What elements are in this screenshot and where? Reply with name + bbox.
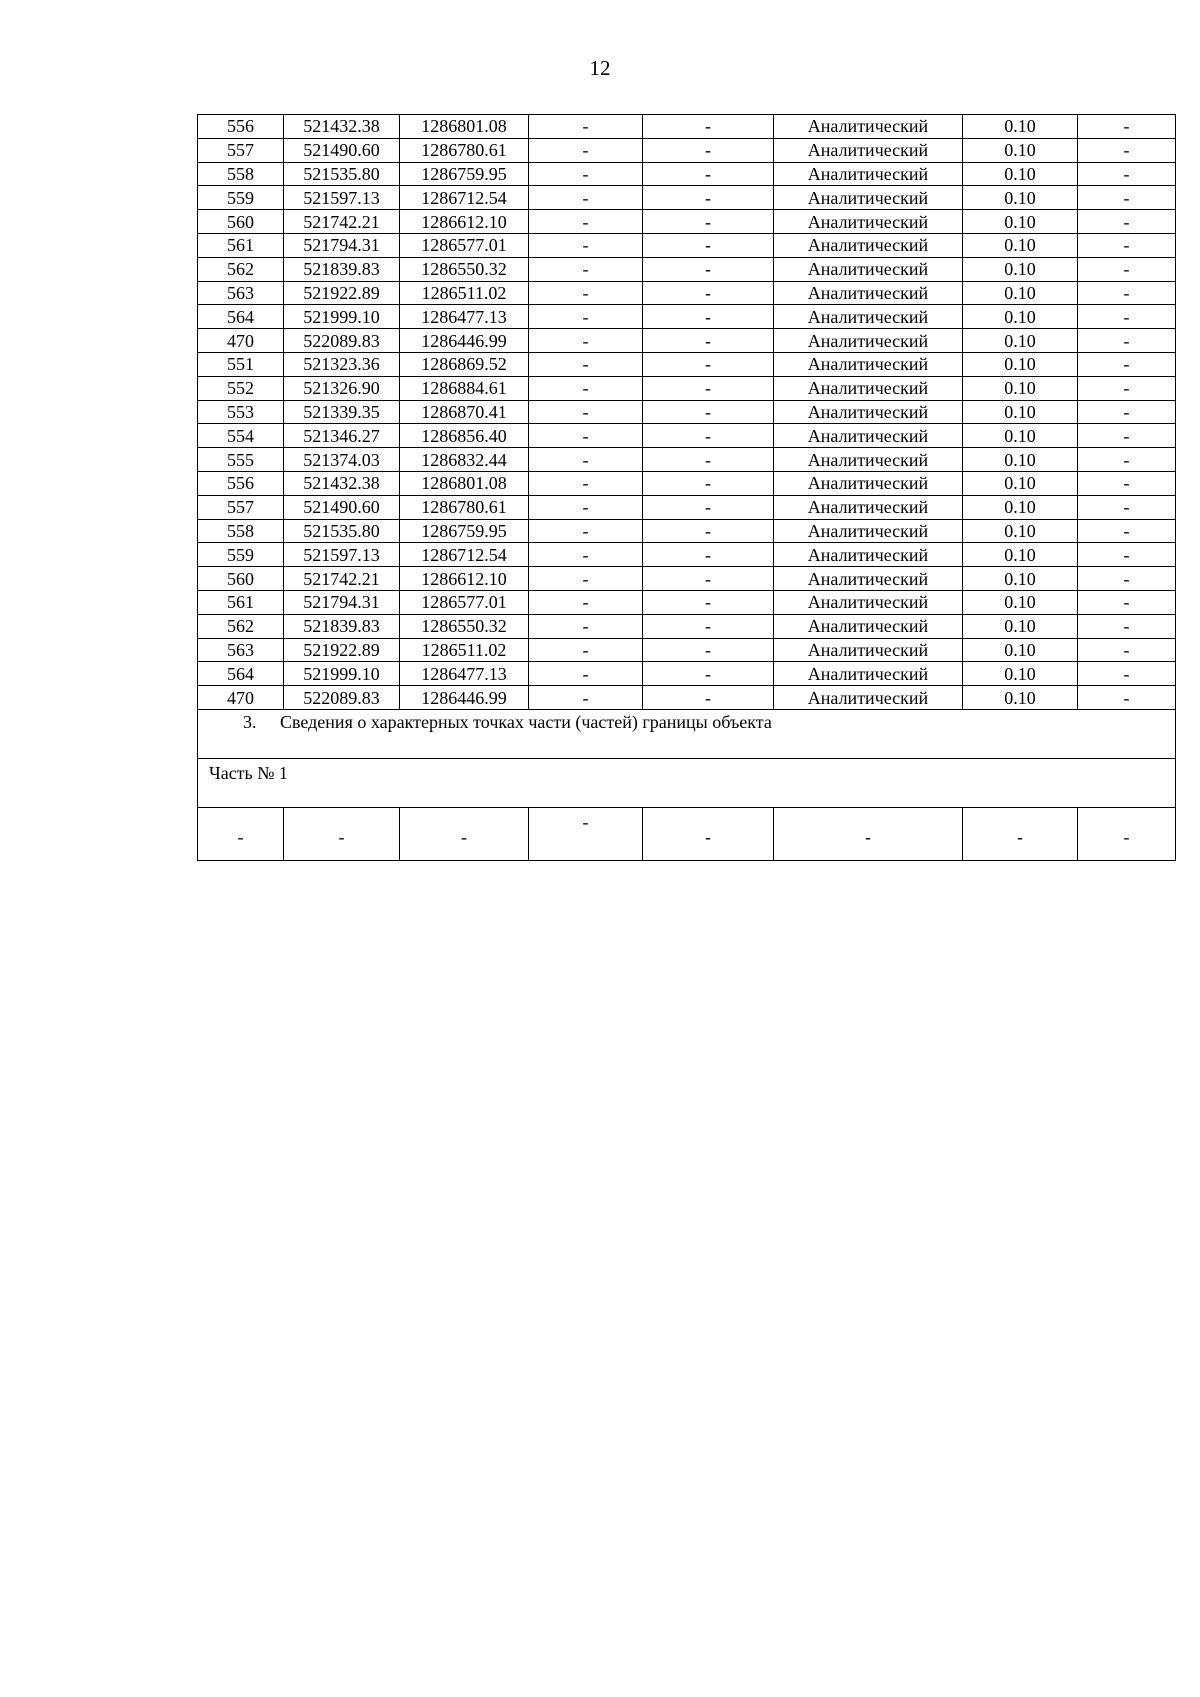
accuracy-cell: 0.10 bbox=[963, 352, 1078, 376]
column-8-cell: - bbox=[1078, 329, 1176, 353]
column-8-cell: - bbox=[1078, 305, 1176, 329]
y-coordinate-cell: 1286759.95 bbox=[400, 519, 529, 543]
point-number-cell: 555 bbox=[198, 448, 284, 472]
part-label-cell bbox=[198, 758, 1176, 807]
column-5-cell: - bbox=[643, 162, 774, 186]
y-coordinate-cell: 1286446.99 bbox=[400, 329, 529, 353]
x-coordinate-cell: 521999.10 bbox=[284, 305, 400, 329]
y-coordinate-cell: 1286511.02 bbox=[400, 638, 529, 662]
point-number-cell: 561 bbox=[198, 590, 284, 614]
y-coordinate-cell: 1286801.08 bbox=[400, 471, 529, 495]
empty-cell: - bbox=[529, 807, 643, 860]
point-number-cell: 554 bbox=[198, 424, 284, 448]
y-coordinate-cell: 1286612.10 bbox=[400, 210, 529, 234]
point-number-cell: 559 bbox=[198, 186, 284, 210]
empty-cell: - bbox=[643, 807, 774, 860]
column-5-cell: - bbox=[643, 495, 774, 519]
y-coordinate-cell: 1286477.13 bbox=[400, 305, 529, 329]
y-coordinate-cell: 1286832.44 bbox=[400, 448, 529, 472]
x-coordinate-cell: 521742.21 bbox=[284, 210, 400, 234]
column-5-cell: - bbox=[643, 329, 774, 353]
y-coordinate-cell: 1286712.54 bbox=[400, 186, 529, 210]
section-title-cell bbox=[198, 709, 1176, 758]
accuracy-cell: 0.10 bbox=[963, 424, 1078, 448]
table-row bbox=[198, 543, 1176, 567]
table-row bbox=[198, 495, 1176, 519]
column-4-cell: - bbox=[529, 495, 643, 519]
table-row bbox=[198, 257, 1176, 281]
table-row bbox=[198, 162, 1176, 186]
method-cell: Аналитический bbox=[774, 352, 963, 376]
column-4-cell: - bbox=[529, 448, 643, 472]
table-row bbox=[198, 614, 1176, 638]
accuracy-cell: 0.10 bbox=[963, 662, 1078, 686]
column-4-cell: - bbox=[529, 162, 643, 186]
method-cell: Аналитический bbox=[774, 519, 963, 543]
x-coordinate-cell: 521535.80 bbox=[284, 162, 400, 186]
y-coordinate-cell: 1286511.02 bbox=[400, 281, 529, 305]
empty-cell: - bbox=[774, 807, 963, 860]
column-4-cell: - bbox=[529, 471, 643, 495]
column-8-cell: - bbox=[1078, 638, 1176, 662]
x-coordinate-cell: 521597.13 bbox=[284, 543, 400, 567]
part-header-row bbox=[198, 758, 1176, 807]
column-4-cell: - bbox=[529, 567, 643, 591]
point-number-cell: 562 bbox=[198, 614, 284, 638]
method-cell: Аналитический bbox=[774, 471, 963, 495]
column-4-cell: - bbox=[529, 686, 643, 710]
column-8-cell: - bbox=[1078, 281, 1176, 305]
column-5-cell: - bbox=[643, 638, 774, 662]
x-coordinate-cell: 521490.60 bbox=[284, 138, 400, 162]
accuracy-cell: 0.10 bbox=[963, 138, 1078, 162]
table-row bbox=[198, 471, 1176, 495]
y-coordinate-cell: 1286712.54 bbox=[400, 543, 529, 567]
method-cell: Аналитический bbox=[774, 686, 963, 710]
column-5-cell: - bbox=[643, 376, 774, 400]
coordinates-table bbox=[197, 114, 1176, 861]
column-8-cell: - bbox=[1078, 471, 1176, 495]
table-row bbox=[198, 567, 1176, 591]
accuracy-cell: 0.10 bbox=[963, 210, 1078, 234]
table-row bbox=[198, 329, 1176, 353]
column-4-cell: - bbox=[529, 186, 643, 210]
point-number-cell: 470 bbox=[198, 686, 284, 710]
x-coordinate-cell: 521839.83 bbox=[284, 257, 400, 281]
column-5-cell: - bbox=[643, 305, 774, 329]
table-row bbox=[198, 352, 1176, 376]
method-cell: Аналитический bbox=[774, 614, 963, 638]
column-5-cell: - bbox=[643, 448, 774, 472]
y-coordinate-cell: 1286801.08 bbox=[400, 115, 529, 139]
x-coordinate-cell: 521323.36 bbox=[284, 352, 400, 376]
x-coordinate-cell: 521326.90 bbox=[284, 376, 400, 400]
column-5-cell: - bbox=[643, 519, 774, 543]
method-cell: Аналитический bbox=[774, 257, 963, 281]
column-8-cell: - bbox=[1078, 495, 1176, 519]
column-4-cell: - bbox=[529, 257, 643, 281]
method-cell: Аналитический bbox=[774, 210, 963, 234]
column-5-cell: - bbox=[643, 662, 774, 686]
method-cell: Аналитический bbox=[774, 543, 963, 567]
point-number-cell: 552 bbox=[198, 376, 284, 400]
column-8-cell: - bbox=[1078, 424, 1176, 448]
accuracy-cell: 0.10 bbox=[963, 448, 1078, 472]
column-8-cell: - bbox=[1078, 590, 1176, 614]
y-coordinate-cell: 1286577.01 bbox=[400, 590, 529, 614]
table-row bbox=[198, 210, 1176, 234]
column-5-cell: - bbox=[643, 590, 774, 614]
table-row bbox=[198, 400, 1176, 424]
empty-cell: - bbox=[284, 807, 400, 860]
x-coordinate-cell: 521742.21 bbox=[284, 567, 400, 591]
column-4-cell: - bbox=[529, 329, 643, 353]
column-4-cell: - bbox=[529, 210, 643, 234]
table-row bbox=[198, 186, 1176, 210]
table-row bbox=[198, 281, 1176, 305]
method-cell: Аналитический bbox=[774, 305, 963, 329]
point-number-cell: 558 bbox=[198, 519, 284, 543]
accuracy-cell: 0.10 bbox=[963, 567, 1078, 591]
column-8-cell: - bbox=[1078, 448, 1176, 472]
point-number-cell: 561 bbox=[198, 233, 284, 257]
table-row bbox=[198, 115, 1176, 139]
point-number-cell: 563 bbox=[198, 638, 284, 662]
method-cell: Аналитический bbox=[774, 448, 963, 472]
accuracy-cell: 0.10 bbox=[963, 543, 1078, 567]
section-header-row bbox=[198, 709, 1176, 758]
column-4-cell: - bbox=[529, 638, 643, 662]
accuracy-cell: 0.10 bbox=[963, 329, 1078, 353]
part-label: Часть № 1 bbox=[209, 762, 288, 783]
section-title: Сведения о характерных точках части (частей) границы объекта bbox=[280, 711, 772, 732]
column-5-cell: - bbox=[643, 281, 774, 305]
point-number-cell: 556 bbox=[198, 115, 284, 139]
point-number-cell: 564 bbox=[198, 662, 284, 686]
column-4-cell: - bbox=[529, 305, 643, 329]
column-5-cell: - bbox=[643, 471, 774, 495]
accuracy-cell: 0.10 bbox=[963, 233, 1078, 257]
method-cell: Аналитический bbox=[774, 233, 963, 257]
column-8-cell: - bbox=[1078, 400, 1176, 424]
point-number-cell: 553 bbox=[198, 400, 284, 424]
column-4-cell: - bbox=[529, 543, 643, 567]
accuracy-cell: 0.10 bbox=[963, 115, 1078, 139]
method-cell: Аналитический bbox=[774, 400, 963, 424]
point-number-cell: 557 bbox=[198, 495, 284, 519]
column-8-cell: - bbox=[1078, 138, 1176, 162]
table-row bbox=[198, 519, 1176, 543]
column-4-cell: - bbox=[529, 424, 643, 448]
accuracy-cell: 0.10 bbox=[963, 638, 1078, 662]
x-coordinate-cell: 522089.83 bbox=[284, 686, 400, 710]
column-8-cell: - bbox=[1078, 115, 1176, 139]
point-number-cell: 556 bbox=[198, 471, 284, 495]
empty-cell: - bbox=[400, 807, 529, 860]
column-5-cell: - bbox=[643, 115, 774, 139]
x-coordinate-cell: 521339.35 bbox=[284, 400, 400, 424]
column-4-cell: - bbox=[529, 352, 643, 376]
point-number-cell: 563 bbox=[198, 281, 284, 305]
column-8-cell: - bbox=[1078, 162, 1176, 186]
column-4-cell: - bbox=[529, 614, 643, 638]
table-body bbox=[198, 115, 1176, 861]
method-cell: Аналитический bbox=[774, 186, 963, 210]
column-8-cell: - bbox=[1078, 662, 1176, 686]
x-coordinate-cell: 521374.03 bbox=[284, 448, 400, 472]
point-number-cell: 564 bbox=[198, 305, 284, 329]
table-row bbox=[198, 233, 1176, 257]
column-4-cell: - bbox=[529, 233, 643, 257]
column-5-cell: - bbox=[643, 352, 774, 376]
table-row bbox=[198, 376, 1176, 400]
empty-cell: - bbox=[1078, 807, 1176, 860]
method-cell: Аналитический bbox=[774, 281, 963, 305]
accuracy-cell: 0.10 bbox=[963, 305, 1078, 329]
y-coordinate-cell: 1286550.32 bbox=[400, 614, 529, 638]
column-4-cell: - bbox=[529, 590, 643, 614]
column-4-cell: - bbox=[529, 519, 643, 543]
column-8-cell: - bbox=[1078, 614, 1176, 638]
method-cell: Аналитический bbox=[774, 590, 963, 614]
column-8-cell: - bbox=[1078, 567, 1176, 591]
x-coordinate-cell: 521597.13 bbox=[284, 186, 400, 210]
column-5-cell: - bbox=[643, 424, 774, 448]
method-cell: Аналитический bbox=[774, 638, 963, 662]
x-coordinate-cell: 521535.80 bbox=[284, 519, 400, 543]
table-row bbox=[198, 138, 1176, 162]
point-number-cell: 470 bbox=[198, 329, 284, 353]
accuracy-cell: 0.10 bbox=[963, 590, 1078, 614]
x-coordinate-cell: 521922.89 bbox=[284, 638, 400, 662]
x-coordinate-cell: 521794.31 bbox=[284, 590, 400, 614]
column-8-cell: - bbox=[1078, 257, 1176, 281]
y-coordinate-cell: 1286869.52 bbox=[400, 352, 529, 376]
table-row bbox=[198, 662, 1176, 686]
column-4-cell: - bbox=[529, 138, 643, 162]
point-number-cell: 559 bbox=[198, 543, 284, 567]
table-row bbox=[198, 638, 1176, 662]
table-row bbox=[198, 686, 1176, 710]
y-coordinate-cell: 1286780.61 bbox=[400, 495, 529, 519]
point-number-cell: 558 bbox=[198, 162, 284, 186]
method-cell: Аналитический bbox=[774, 376, 963, 400]
accuracy-cell: 0.10 bbox=[963, 257, 1078, 281]
column-5-cell: - bbox=[643, 614, 774, 638]
empty-cell: - bbox=[963, 807, 1078, 860]
column-4-cell: - bbox=[529, 400, 643, 424]
column-5-cell: - bbox=[643, 567, 774, 591]
accuracy-cell: 0.10 bbox=[963, 471, 1078, 495]
section-number: 3. bbox=[243, 711, 257, 732]
method-cell: Аналитический bbox=[774, 495, 963, 519]
page-number: 12 bbox=[589, 56, 611, 80]
accuracy-cell: 0.10 bbox=[963, 686, 1078, 710]
accuracy-cell: 0.10 bbox=[963, 162, 1078, 186]
x-coordinate-cell: 521999.10 bbox=[284, 662, 400, 686]
method-cell: Аналитический bbox=[774, 162, 963, 186]
column-8-cell: - bbox=[1078, 543, 1176, 567]
empty-part-row bbox=[198, 807, 1176, 860]
column-8-cell: - bbox=[1078, 233, 1176, 257]
accuracy-cell: 0.10 bbox=[963, 495, 1078, 519]
method-cell: Аналитический bbox=[774, 567, 963, 591]
x-coordinate-cell: 521432.38 bbox=[284, 471, 400, 495]
point-number-cell: 560 bbox=[198, 210, 284, 234]
point-number-cell: 560 bbox=[198, 567, 284, 591]
x-coordinate-cell: 521922.89 bbox=[284, 281, 400, 305]
accuracy-cell: 0.10 bbox=[963, 186, 1078, 210]
method-cell: Аналитический bbox=[774, 329, 963, 353]
x-coordinate-cell: 521839.83 bbox=[284, 614, 400, 638]
accuracy-cell: 0.10 bbox=[963, 376, 1078, 400]
x-coordinate-cell: 522089.83 bbox=[284, 329, 400, 353]
x-coordinate-cell: 521432.38 bbox=[284, 115, 400, 139]
method-cell: Аналитический bbox=[774, 138, 963, 162]
column-5-cell: - bbox=[643, 210, 774, 234]
table-row bbox=[198, 448, 1176, 472]
column-5-cell: - bbox=[643, 138, 774, 162]
y-coordinate-cell: 1286477.13 bbox=[400, 662, 529, 686]
table-row bbox=[198, 590, 1176, 614]
accuracy-cell: 0.10 bbox=[963, 400, 1078, 424]
point-number-cell: 562 bbox=[198, 257, 284, 281]
column-8-cell: - bbox=[1078, 352, 1176, 376]
table-row bbox=[198, 424, 1176, 448]
y-coordinate-cell: 1286780.61 bbox=[400, 138, 529, 162]
point-number-cell: 557 bbox=[198, 138, 284, 162]
y-coordinate-cell: 1286446.99 bbox=[400, 686, 529, 710]
column-5-cell: - bbox=[643, 257, 774, 281]
point-number-cell: 551 bbox=[198, 352, 284, 376]
column-8-cell: - bbox=[1078, 186, 1176, 210]
column-5-cell: - bbox=[643, 233, 774, 257]
table-row bbox=[198, 305, 1176, 329]
x-coordinate-cell: 521794.31 bbox=[284, 233, 400, 257]
column-8-cell: - bbox=[1078, 686, 1176, 710]
column-5-cell: - bbox=[643, 686, 774, 710]
y-coordinate-cell: 1286612.10 bbox=[400, 567, 529, 591]
y-coordinate-cell: 1286550.32 bbox=[400, 257, 529, 281]
column-4-cell: - bbox=[529, 662, 643, 686]
accuracy-cell: 0.10 bbox=[963, 614, 1078, 638]
column-5-cell: - bbox=[643, 186, 774, 210]
y-coordinate-cell: 1286856.40 bbox=[400, 424, 529, 448]
y-coordinate-cell: 1286870.41 bbox=[400, 400, 529, 424]
method-cell: Аналитический bbox=[774, 424, 963, 448]
method-cell: Аналитический bbox=[774, 662, 963, 686]
column-5-cell: - bbox=[643, 543, 774, 567]
x-coordinate-cell: 521346.27 bbox=[284, 424, 400, 448]
column-4-cell: - bbox=[529, 115, 643, 139]
empty-cell: - bbox=[198, 807, 284, 860]
y-coordinate-cell: 1286577.01 bbox=[400, 233, 529, 257]
column-8-cell: - bbox=[1078, 210, 1176, 234]
column-5-cell: - bbox=[643, 400, 774, 424]
method-cell: Аналитический bbox=[774, 115, 963, 139]
y-coordinate-cell: 1286884.61 bbox=[400, 376, 529, 400]
x-coordinate-cell: 521490.60 bbox=[284, 495, 400, 519]
column-4-cell: - bbox=[529, 376, 643, 400]
column-8-cell: - bbox=[1078, 376, 1176, 400]
accuracy-cell: 0.10 bbox=[963, 281, 1078, 305]
accuracy-cell: 0.10 bbox=[963, 519, 1078, 543]
column-4-cell: - bbox=[529, 281, 643, 305]
column-8-cell: - bbox=[1078, 519, 1176, 543]
y-coordinate-cell: 1286759.95 bbox=[400, 162, 529, 186]
